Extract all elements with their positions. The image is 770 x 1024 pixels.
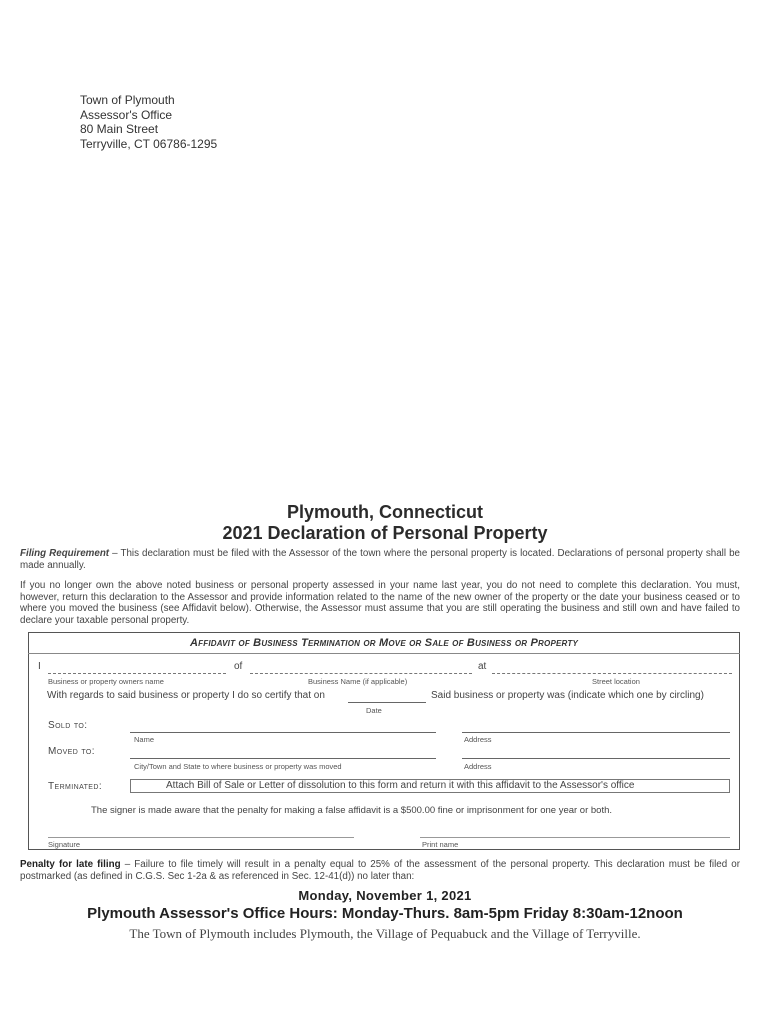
document-subtitle: 2021 Declaration of Personal Property bbox=[222, 523, 548, 543]
business-name-field[interactable] bbox=[250, 673, 472, 674]
print-name-caption: Print name bbox=[422, 840, 459, 849]
town-note: The Town of Plymouth includes Plymouth, the Village of Pequabuck and the Village of Terryville. bbox=[129, 926, 641, 941]
date-caption: Date bbox=[366, 706, 382, 715]
document-title: Plymouth, Connecticut bbox=[286, 502, 483, 522]
date-field[interactable] bbox=[348, 702, 426, 703]
return-address bbox=[80, 93, 217, 151]
sold-address-caption: Address bbox=[464, 735, 492, 744]
address-line-2: Assessor's Office bbox=[80, 107, 173, 122]
street-location-field[interactable] bbox=[492, 673, 732, 674]
affidavit-of-label: of bbox=[234, 661, 243, 672]
affidavit-title: Affidavit of Business Termination or Move or Sale of Business or Property bbox=[190, 637, 578, 649]
address-line-4: Terryville, CT 06786-1295 bbox=[80, 136, 218, 151]
moved-to-city-field[interactable] bbox=[130, 758, 436, 759]
signature-field[interactable] bbox=[48, 837, 354, 838]
filing-requirement-paragraph bbox=[20, 548, 740, 571]
sold-name-caption: Name bbox=[134, 735, 155, 744]
penalty-label: Penalty for late filing bbox=[20, 859, 121, 870]
business-name-caption: Business Name (if applicable) bbox=[308, 677, 408, 686]
penalty-paragraph bbox=[20, 859, 740, 882]
signature-caption: Signature bbox=[48, 840, 81, 849]
attach-instruction: Attach Bill of Sale or Letter of dissolution to this form and return it with this affidavit to the Assessor's office bbox=[166, 780, 635, 791]
moved-address-caption: Address bbox=[464, 762, 492, 771]
moved-to-label: Moved to: bbox=[48, 746, 95, 757]
signer-notice: The signer is made aware that the penalty for making a false affidavit is a $500.00 fine or imprisonment for one year or both. bbox=[91, 805, 613, 816]
filing-deadline: Monday, November 1, 2021 bbox=[298, 888, 472, 903]
sold-to-name-field[interactable] bbox=[130, 732, 436, 733]
print-name-field[interactable] bbox=[420, 837, 730, 838]
terminated-label: Terminated: bbox=[48, 781, 102, 792]
street-location-caption: Street location bbox=[592, 677, 640, 686]
no-longer-own-paragraph: If you no longer own the above noted business or personal property assessed in your name last year, you do not need to complete this declaration. You must, however, return this declaration to the Assessor and provide information related to the name of the new owner of the property or the date your business ceased or to where you moved the business (see Affidavit below). Otherwise, the Assessor must assume that you are still operating the business and still own and have failed to declare your taxable personal property. bbox=[20, 580, 740, 626]
owner-name-caption: Business or property owners name bbox=[48, 677, 164, 686]
penalty-text: – Failure to file timely will result in a penalty equal to 25% of the assessment of the personal property. This declaration must be filed or postmarked (as defined in C.G.S. Sec 1-2a & as referenced in Sec. 12-41(d)) no later than: bbox=[20, 859, 740, 882]
filing-requirement-text: – This declaration must be filed with the Assessor of the town where the personal property is located. Declarations of personal property shall be made annually. bbox=[20, 548, 740, 571]
moved-to-address-field[interactable] bbox=[462, 758, 730, 759]
affidavit-at-label: at bbox=[478, 661, 487, 672]
address-line-1: Town of Plymouth bbox=[80, 93, 175, 107]
moved-city-caption: City/Town and State to where business or property was moved bbox=[134, 762, 342, 771]
address-line-3: 80 Main Street bbox=[80, 122, 159, 136]
affidavit-i-label: I bbox=[38, 661, 41, 672]
sold-to-address-field[interactable] bbox=[462, 732, 730, 733]
certify-tail-text: Said business or property was (indicate which one by circling) bbox=[431, 690, 704, 701]
affidavit-title-divider bbox=[28, 653, 740, 654]
owner-name-field[interactable] bbox=[48, 673, 226, 674]
certify-text: With regards to said business or property I do so certify that on bbox=[47, 690, 325, 701]
filing-requirement-label: Filing Requirement bbox=[20, 548, 110, 559]
sold-to-label: Sold to: bbox=[48, 720, 88, 731]
office-hours: Plymouth Assessor's Office Hours: Monday-Thurs. 8am-5pm Friday 8:30am-12noon bbox=[87, 905, 683, 922]
